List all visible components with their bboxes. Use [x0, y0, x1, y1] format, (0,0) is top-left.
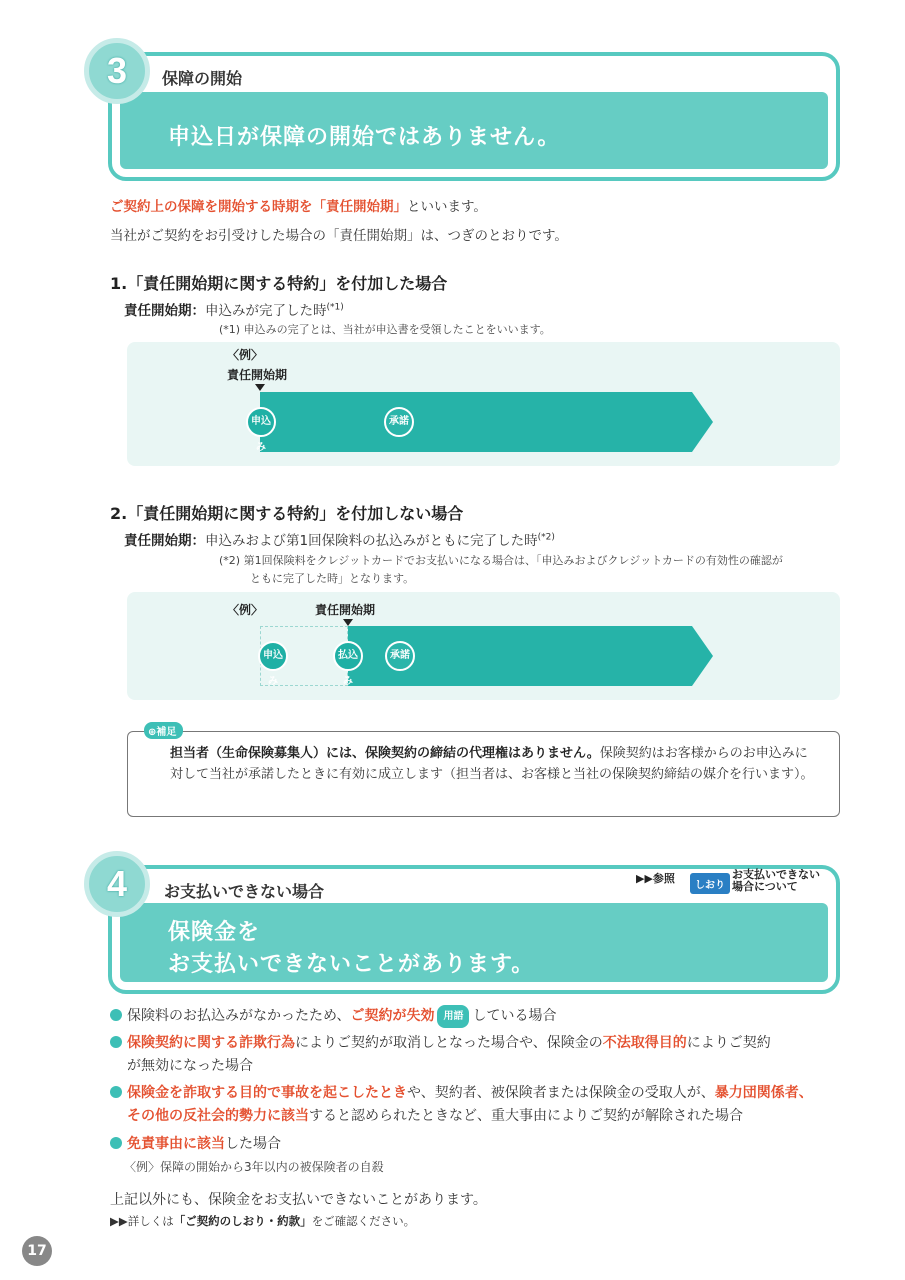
case1-arrow	[260, 392, 715, 452]
case1-step-apply: 申込み	[246, 407, 276, 437]
case1-step-accept: 承諾	[384, 407, 414, 437]
bullet-dot-icon	[110, 1009, 122, 1021]
bullet-dot-icon	[110, 1036, 122, 1048]
case1-note: (*1) 申込みの完了とは、当社が申込書を受領したことをいいます。	[219, 323, 551, 336]
case2-step-accept: 承諾	[385, 641, 415, 671]
section4-header	[108, 865, 840, 994]
section3-header	[108, 52, 840, 181]
section4-headline-line1: 保険金を	[168, 920, 261, 945]
case2-start-marker	[343, 619, 353, 626]
case2-note-line2: ともに完了した時」となります。	[250, 572, 415, 585]
bullet-fraud: 保険契約に関する詐欺行為によりご契約が取消しとなった場合や、保険金の不法取得目的によりご契約 が無効になった場合	[110, 1032, 850, 1078]
plus-icon: ⊕	[148, 727, 157, 738]
case1-start-label: 責任開始期	[227, 368, 288, 382]
shiori-badge[interactable]: しおり	[690, 873, 730, 894]
case2-step-apply: 申込み	[258, 641, 288, 671]
bullet-dot-icon	[110, 1137, 122, 1149]
case2-diagram	[127, 592, 840, 700]
section3-band	[120, 92, 828, 169]
intro-line1: ご契約上の保障を開始する時期を「責任開始期」といいます。	[110, 199, 487, 215]
case2-example: 〈例〉	[227, 603, 264, 617]
section4-number: 4	[84, 851, 150, 917]
page-number: 17	[22, 1236, 52, 1266]
section3-subtitle: 保障の開始	[162, 69, 243, 88]
case2-step-payment: 払込み	[333, 641, 363, 671]
case2-start-label: 責任開始期	[315, 603, 376, 617]
bullet-exemption: 免責事由に該当した場合	[110, 1133, 281, 1156]
section4-subtitle: お支払いできない場合	[164, 882, 325, 901]
supplement-text: 担当者（生命保険募集人）には、保険契約の締結の代理権はありません。保険契約はお客様からのお申込みに対して当社が承諾したときに有効に成立します（担当者は、お客様と当社の保険契約締結の媒介を行います）。	[170, 746, 814, 782]
case1-start-marker	[255, 384, 265, 391]
case1-example: 〈例〉	[227, 348, 264, 362]
bullet-exemption-example: 〈例〉保障の開始から3年以内の被保険者の自殺	[124, 1160, 384, 1174]
section4-ref-label: ▶▶参照	[636, 872, 675, 885]
section4-band	[120, 903, 828, 982]
section4-ref-text[interactable]: お支払いできない 場合について	[732, 868, 820, 893]
case1-diagram	[127, 342, 840, 466]
glossary-badge[interactable]: 用語	[437, 1005, 469, 1028]
bullet-lapse: 保険料のお払込みがなかったため、ご契約が失効 用語 している場合	[110, 1005, 556, 1028]
intro-line2: 当社がご契約をお引受けした場合の「責任開始期」は、つぎのとおりです。	[110, 228, 568, 244]
case2-heading: 2.「責任開始期に関する特約」を付加しない場合	[110, 504, 464, 523]
supplement-tag: ⊕補足	[144, 722, 183, 739]
section3-headline: 申込日が保障の開始ではありません。	[168, 125, 561, 150]
case2-definition: 責任開始期：申込みおよび第1回保険料の払込みがともに完了した時$^{(*2)}$	[124, 532, 555, 549]
case1-definition: 責任開始期：申込みが完了した時$^{(*1)}$	[124, 302, 344, 319]
case1-heading: 1.「責任開始期に関する特約」を付加した場合	[110, 274, 448, 293]
case2-note-line1: (*2) 第1回保険料をクレジットカードでお支払いになる場合は、「申込みおよびクレジットカードの有効性の確認が	[219, 554, 783, 567]
footer-other: 上記以外にも、保険金をお支払いできないことがあります。	[110, 1192, 487, 1208]
bullet-serious-cause: 保険金を詐取する目的で事故を起こしたときや、契約者、被保険者または保険金の受取人が、暴力団関係者、 その他の反社会的勢力に該当すると認められたときなど、重大事由によりご契約が解除された場合	[110, 1082, 850, 1128]
section4-headline-line2: お支払いできないことがあります。	[168, 952, 535, 977]
section3-number: 3	[84, 38, 150, 104]
footer-details: ▶▶詳しくは「ご契約のしおり・約款」をご確認ください。	[110, 1214, 416, 1228]
bullet-dot-icon	[110, 1086, 122, 1098]
